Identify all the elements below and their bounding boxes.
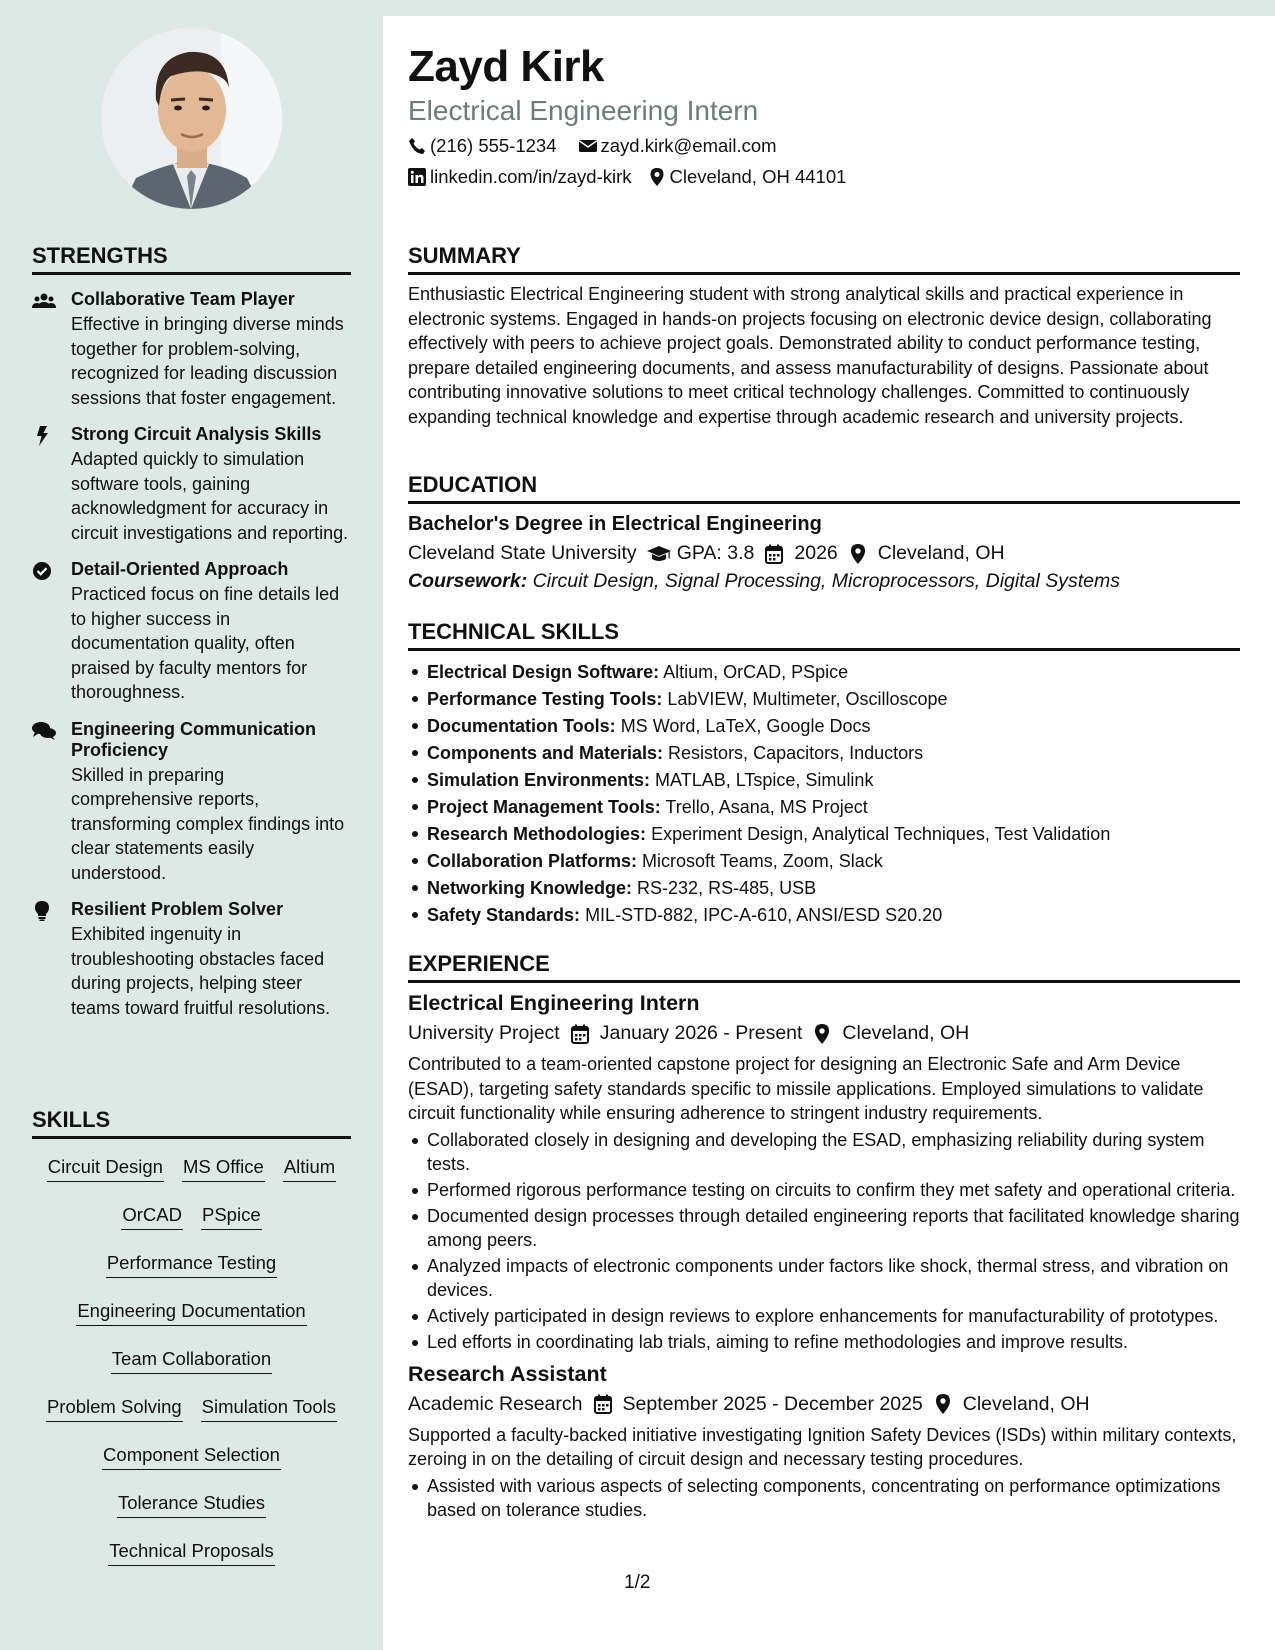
lightbulb-icon — [32, 901, 56, 921]
strength-item — [32, 559, 351, 705]
linkedin-text: linkedin.com/in/zayd-kirk — [430, 166, 632, 187]
job-dates: January 2026 - Present — [599, 1022, 803, 1044]
skill-label: Project Management Tools: — [427, 797, 661, 817]
job-meta — [408, 1022, 1240, 1045]
map-pin-icon — [648, 168, 666, 186]
skill-value: MATLAB, LTspice, Simulink — [655, 770, 874, 790]
skill-chip: Technical Proposals — [108, 1539, 275, 1566]
map-pin-icon — [933, 1394, 953, 1414]
skill-chips — [32, 1149, 351, 1581]
graduation-cap-icon — [647, 544, 667, 564]
skill-label: Simulation Environments: — [427, 770, 651, 790]
strength-title: Engineering Communication Proficiency — [71, 718, 317, 760]
list-item — [408, 767, 1240, 794]
strength-title: Strong Circuit Analysis Skills — [71, 424, 322, 444]
skill-label: Collaboration Platforms: — [427, 851, 638, 871]
check-circle-icon — [32, 561, 56, 581]
job-description: Supported a faculty-backed initiative investigating Ignition Safety Devices (ISDs) within military contexts, zeroing in on the detailing of circuit design and necessary testing procedures. — [408, 1424, 1237, 1469]
page-number: 1/2 — [624, 1572, 651, 1593]
skill-label: Components and Materials: — [427, 743, 664, 763]
list-item — [408, 794, 1240, 821]
list-item — [408, 659, 1240, 686]
gpa-text: GPA: 3.8 — [676, 542, 755, 564]
job-dates: September 2025 - December 2025 — [622, 1392, 923, 1415]
skill-label: Documentation Tools: — [427, 716, 616, 736]
list-item — [408, 740, 1240, 767]
education-meta — [408, 542, 1240, 565]
skill-value: Trello, Asana, MS Project — [665, 797, 868, 817]
technical-skills-section — [408, 619, 1240, 929]
list-item: Led efforts in coordinating lab trials, aiming to refine methodologies and improve results. — [408, 1330, 1240, 1354]
strength-title: Resilient Problem Solver — [71, 899, 284, 919]
strength-item — [32, 899, 351, 1020]
job-bullets — [408, 1128, 1240, 1354]
skill-value: Resistors, Capacitors, Inductors — [668, 743, 924, 763]
skill-value: RS-232, RS-485, USB — [637, 878, 817, 898]
technical-skills-heading: TECHNICAL SKILLS — [408, 619, 1240, 651]
skill-chip: Circuit Design — [47, 1155, 164, 1182]
list-item — [408, 848, 1240, 875]
strengths-section — [32, 243, 351, 1020]
job-location: Cleveland, OH — [962, 1392, 1090, 1415]
linkedin-icon — [408, 168, 426, 186]
strength-desc: Effective in bringing diverse minds together for problem-solving, recognized for leading discussion sessions that foster engagement. — [71, 314, 344, 408]
strength-desc: Skilled in preparing comprehensive reports, transforming complex findings into clear statements easily understood. — [71, 764, 345, 883]
technical-skills-list — [408, 659, 1240, 929]
list-item: Actively participated in design reviews to explore enhancements for manufacturability of prototypes. — [408, 1304, 1240, 1328]
list-item — [408, 902, 1240, 929]
list-item — [408, 875, 1240, 902]
skill-chip: Performance Testing — [106, 1251, 277, 1278]
contact-row-2 — [408, 166, 846, 188]
skill-chip: Problem Solving — [46, 1395, 183, 1422]
location-text: Cleveland, OH 44101 — [669, 166, 847, 187]
coursework — [408, 570, 1240, 593]
contact-row-1 — [408, 135, 777, 157]
skill-value: Experiment Design, Analytical Techniques, Test Validation — [651, 824, 1111, 844]
map-pin-icon — [848, 544, 868, 564]
skill-chip: Engineering Documentation — [76, 1299, 306, 1326]
summary-section — [408, 243, 1240, 429]
job-org: University Project — [408, 1022, 560, 1044]
candidate-role: Electrical Engineering Intern — [408, 95, 759, 126]
skill-label: Electrical Design Software: — [427, 662, 660, 682]
skills-section — [32, 1107, 351, 1581]
strength-item — [32, 424, 351, 545]
email-icon — [579, 137, 597, 155]
skill-chip: Tolerance Studies — [117, 1491, 266, 1518]
skill-chip: Team Collaboration — [111, 1347, 272, 1374]
strength-title: Collaborative Team Player — [71, 289, 295, 309]
skill-chip: Altium — [283, 1155, 336, 1182]
list-item: Assisted with various aspects of selecting components, concentrating on performance optimizations based on tolerance studies. — [408, 1474, 1240, 1522]
strengths-heading: STRENGTHS — [32, 243, 351, 275]
grad-year: 2026 — [794, 542, 838, 564]
summary-text: Enthusiastic Electrical Engineering student with strong analytical skills and practical experience in electronic systems. Engaged in hands-on projects focusing on electronic device design, collaborating effectively with peers to achieve project goals. Demonstrated ability to conduct performance testing, prepare detailed engineering documents, and assess manufacturability of designs. Passionate about contributing innovative solutions to meet critical technology challenges. Committed to continuously expanding technical knowledge and expertise through academic research and university projects. — [408, 284, 1212, 427]
skill-label: Networking Knowledge: — [427, 878, 633, 898]
skills-heading: SKILLS — [32, 1107, 351, 1139]
list-item: Analyzed impacts of electronic components under factors like shock, thermal stress, and vibration on devices. — [408, 1254, 1240, 1302]
list-item — [408, 686, 1240, 713]
skill-value: MS Word, LaTeX, Google Docs — [620, 716, 871, 736]
list-item — [408, 713, 1240, 740]
skill-label: Safety Standards: — [427, 905, 581, 925]
phone-icon — [408, 137, 426, 155]
strength-title: Detail-Oriented Approach — [71, 559, 289, 579]
list-item: Performed rigorous performance testing on circuits to confirm they met safety and operational criteria. — [408, 1178, 1240, 1202]
strength-desc: Adapted quickly to simulation software tools, gaining acknowledgment for accuracy in circuit investigations and reporting. — [71, 449, 349, 543]
education-section — [408, 472, 1240, 593]
map-pin-icon — [812, 1024, 832, 1044]
strength-item — [32, 289, 351, 410]
summary-heading: SUMMARY — [408, 243, 1240, 275]
calendar-icon — [593, 1394, 613, 1414]
experience-heading: EXPERIENCE — [408, 951, 1240, 983]
bolt-icon — [32, 426, 56, 446]
list-item — [408, 821, 1240, 848]
job-bullets — [408, 1474, 1240, 1522]
skill-value: Microsoft Teams, Zoom, Slack — [642, 851, 883, 871]
list-item: Documented design processes through detailed engineering reports that facilitated knowledge sharing among peers. — [408, 1204, 1240, 1252]
email-text: zayd.kirk@email.com — [600, 135, 777, 156]
school-location: Cleveland, OH — [877, 542, 1005, 564]
coursework-label: Coursework: — [408, 570, 528, 592]
coursework-list: Circuit Design, Signal Processing, Microprocessors, Digital Systems — [532, 570, 1120, 592]
skill-chip: Component Selection — [102, 1443, 281, 1470]
list-item: Collaborated closely in designing and developing the ESAD, emphasizing reliability during system tests. — [408, 1128, 1240, 1176]
education-heading: EDUCATION — [408, 472, 1240, 504]
job-meta — [408, 1393, 1240, 1416]
experience-section — [408, 951, 1240, 1524]
candidate-name: Zayd Kirk — [408, 42, 605, 91]
skill-label: Research Methodologies: — [427, 824, 647, 844]
job-title: Research Assistant — [408, 1361, 607, 1386]
skill-chip: MS Office — [182, 1155, 265, 1182]
job-description: Contributed to a team-oriented capstone project for designing an Electronic Safe and Arm Device (ESAD), targeting safety standards specific to missile applications. Employed simulations to validate circuit functionality while ensuring adherence to stringent industry requirements. — [408, 1054, 1204, 1123]
strength-desc: Exhibited ingenuity in troubleshooting obstacles faced during projects, helping steer teams toward fruitful resolutions. — [71, 924, 331, 1018]
phone-text: (216) 555-1234 — [430, 135, 557, 156]
job-org: Academic Research — [408, 1392, 583, 1415]
comments-icon — [32, 721, 56, 741]
job-title: Electrical Engineering Intern — [408, 991, 700, 1015]
skill-value: LabVIEW, Multimeter, Oscilloscope — [667, 689, 948, 709]
skill-chip: OrCAD — [121, 1203, 183, 1230]
job-location: Cleveland, OH — [842, 1022, 970, 1044]
school-name: Cleveland State University — [408, 542, 637, 564]
strength-item — [32, 719, 351, 886]
strength-desc: Practiced focus on fine details led to higher success in documentation quality, often praised by faculty mentors for thoroughness. — [71, 584, 340, 702]
skill-chip: Simulation Tools — [201, 1395, 337, 1422]
profile-photo — [101, 28, 282, 209]
skill-value: Altium, OrCAD, PSpice — [663, 662, 849, 682]
skill-value: MIL-STD-882, IPC-A-610, ANSI/ESD S20.20 — [585, 905, 943, 925]
skill-label: Performance Testing Tools: — [427, 689, 663, 709]
degree-title: Bachelor's Degree in Electrical Engineering — [408, 513, 822, 535]
users-icon — [32, 291, 56, 311]
calendar-icon — [570, 1024, 590, 1044]
calendar-icon — [764, 544, 784, 564]
skill-chip: PSpice — [201, 1203, 262, 1230]
